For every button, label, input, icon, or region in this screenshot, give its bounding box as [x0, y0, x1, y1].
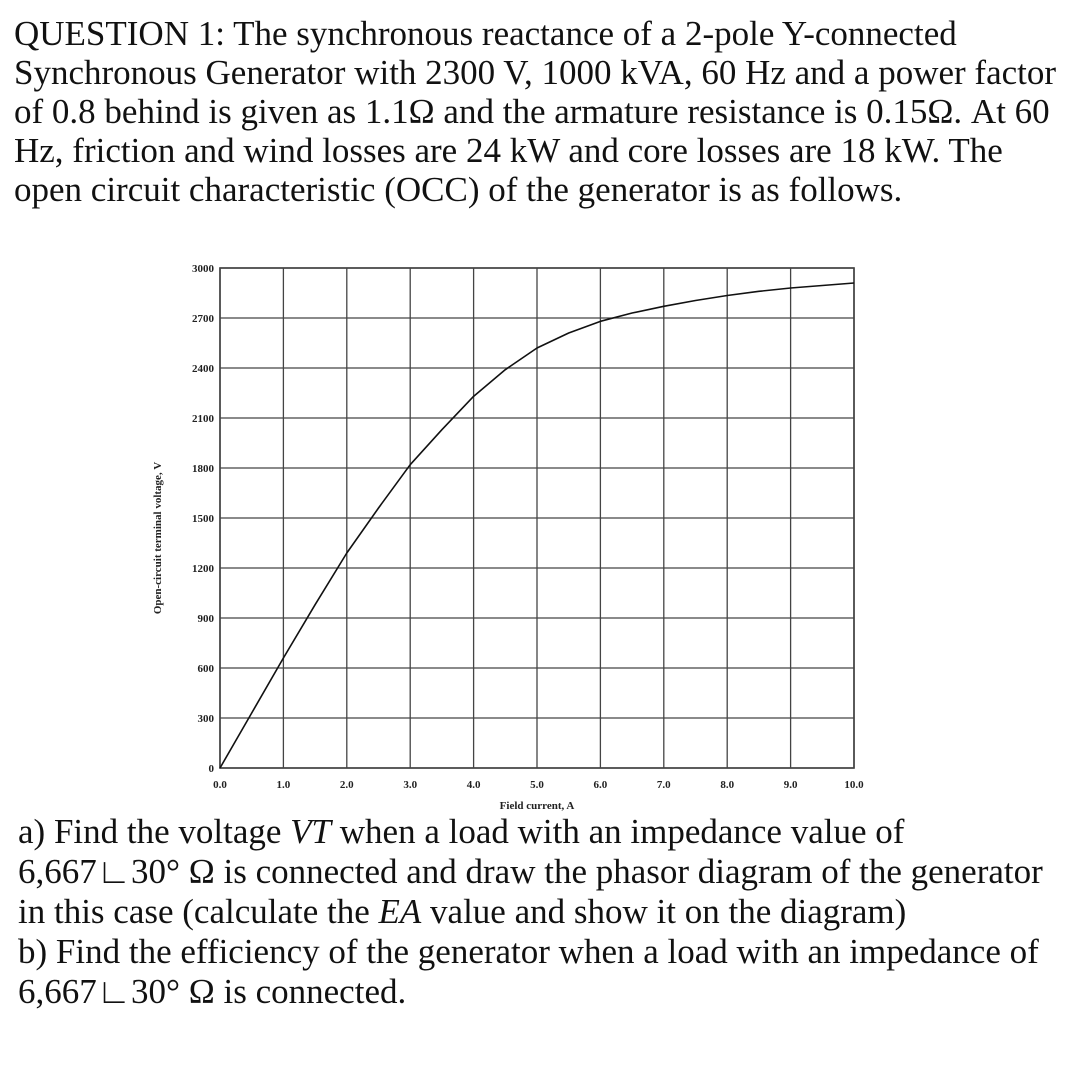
x-tick-label: 1.0: [276, 779, 291, 791]
part-a-var-vt: VT: [290, 812, 332, 851]
occ-chart: [140, 258, 870, 818]
y-tick-label: 0: [208, 763, 214, 775]
x-tick-label: 2.0: [339, 779, 354, 791]
y-tick-label: 1200: [192, 563, 214, 575]
part-a-suffix: value and show it on the diagram): [421, 892, 907, 931]
y-tick-label: 2400: [192, 363, 214, 375]
question-parts: [18, 812, 1068, 1012]
x-tick-label: 0.0: [213, 779, 227, 791]
x-tick-label: 4.0: [466, 779, 481, 791]
part-a-prefix: a) Find the voltage: [18, 812, 291, 851]
part-a-middle: when a load with an impedance value of 6,667∟30° Ω is connected and draw the phasor diagram of the generator in this case (calculate the: [18, 812, 1043, 931]
y-tick-label: 300: [197, 713, 214, 725]
x-tick-label: 3.0: [403, 779, 418, 791]
part-a-var-ea: EA: [378, 892, 422, 931]
part-a: [18, 812, 1068, 932]
y-tick-label: 2100: [192, 413, 214, 425]
y-axis-label: Open-circuit terminal voltage, V: [152, 461, 164, 615]
x-tick-label: 6.0: [593, 779, 608, 791]
y-tick-label: 3000: [192, 263, 214, 275]
y-tick-label: 1800: [192, 463, 214, 475]
y-tick-label: 900: [197, 613, 214, 625]
y-tick-label: 2700: [192, 313, 214, 325]
x-tick-label: 10.0: [844, 779, 864, 791]
occ-chart-svg: [140, 258, 870, 818]
y-tick-label: 600: [197, 663, 214, 675]
x-axis-label: Field current, A: [499, 800, 575, 812]
x-tick-label: 5.0: [530, 779, 544, 791]
x-tick-label: 9.0: [783, 779, 798, 791]
y-tick-label: 1500: [192, 513, 214, 525]
part-b: b) Find the efficiency of the generator when a load with an impedance of 6,667∟30° Ω is connected.: [18, 932, 1039, 1011]
x-tick-label: 8.0: [720, 779, 735, 791]
question-text: QUESTION 1: The synchronous reactance of a 2-pole Y-connected Synchronous Generator with 2300 V, 1000 kVA, 60 Hz and a power factor of 0.8 behind is given as 1.1Ω and the armature resistance is 0.15Ω. At 60 Hz, friction and wind losses are 24 kW and core losses are 18 kW. The open circuit characteristic (OCC) of the generator is as follows.: [14, 14, 1057, 209]
x-tick-label: 7.0: [656, 779, 671, 791]
